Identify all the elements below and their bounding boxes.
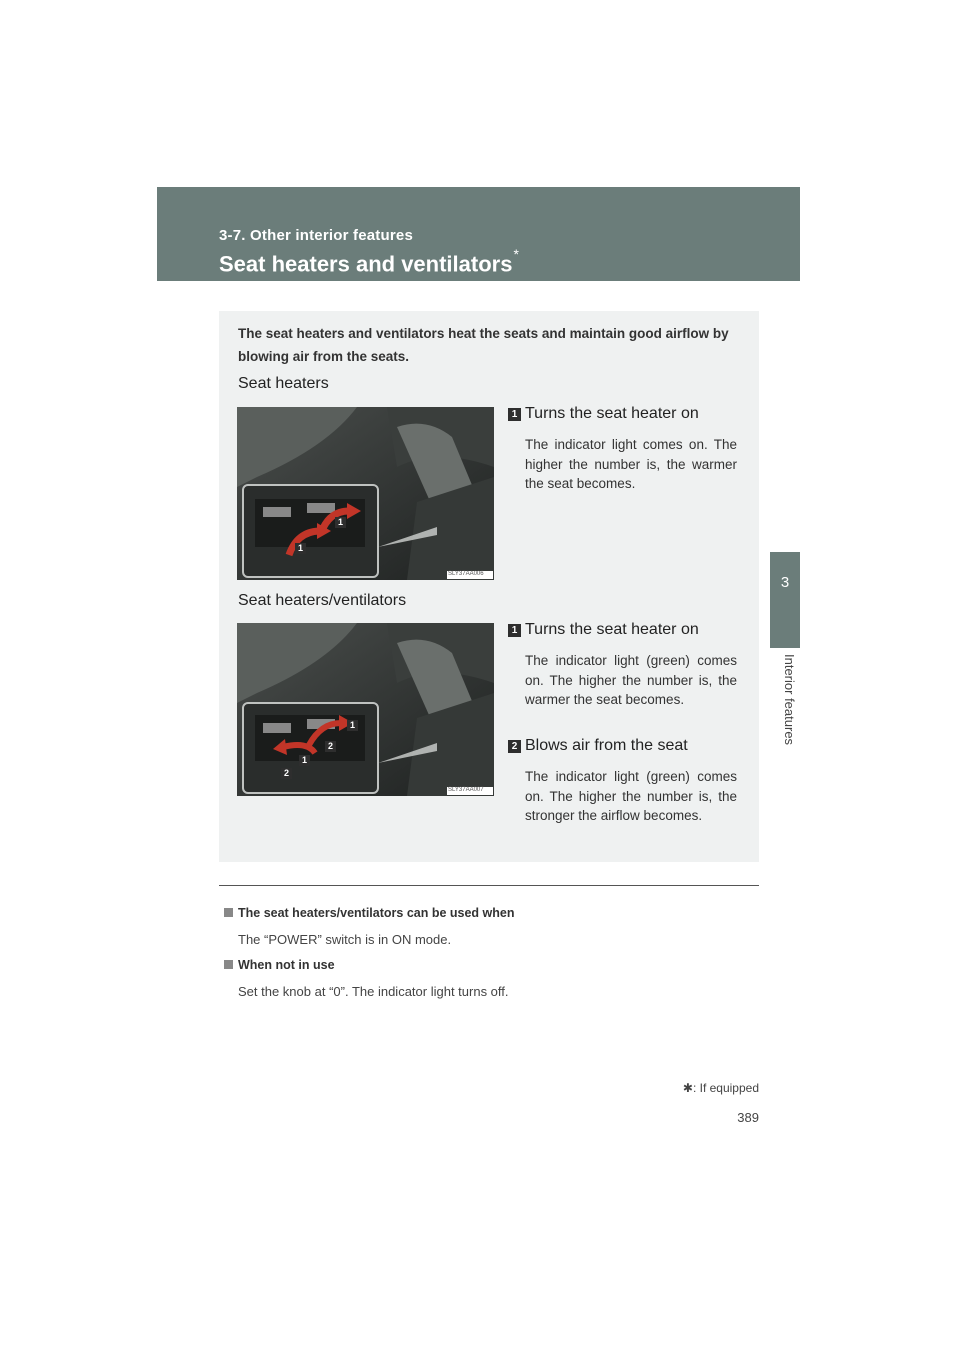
chapter-tab-label (766, 650, 806, 750)
bullet-square-icon (224, 908, 233, 917)
seat-heaters-ventilators-heading: Seat heaters/ventilators (238, 592, 407, 609)
step-1-title: Turns the seat heater on (525, 405, 699, 422)
note-body-not-in-use: Set the knob at “0”. The indicator light turns off. (238, 984, 509, 999)
step-1-description: The indicator light (green) comes on. The higher the number is, the warmer the seat becomes. (525, 653, 737, 707)
image-code: SLY37AA006 (448, 571, 484, 577)
chapter-header (157, 187, 800, 281)
seat-heaters-heading: Seat heaters (238, 375, 329, 392)
content-panel (219, 311, 759, 862)
step-1-title: Turns the seat heater on (525, 621, 699, 638)
callout-1b: 1 (299, 755, 310, 766)
section-label: 3-7. Other interior features (219, 227, 413, 244)
step-1-marker: 1 (508, 624, 521, 637)
callout-1a: 1 (295, 543, 306, 554)
callout-1b: 1 (335, 517, 346, 528)
callout-2a: 2 (325, 741, 336, 752)
callout-1a: 1 (347, 720, 358, 731)
step-2-marker: 2 (508, 740, 521, 753)
page-title (219, 246, 519, 277)
chapter-tab-label-text: Interior features (782, 654, 797, 746)
note-heading-usage-text: The seat heaters/ventilators can be used when (238, 906, 515, 920)
note-heading-not-in-use-text: When not in use (238, 958, 335, 972)
footnote: ✱: If equipped (682, 1081, 759, 1095)
intro-text: The seat heaters and ventilators heat the seats and maintain good airflow by blowing air from the seats. (238, 326, 729, 364)
seat-heater-switch-photo (237, 407, 494, 580)
step-2-title: Blows air from the seat (525, 737, 688, 754)
seat-heater-ventilator-switch-photo (237, 623, 494, 796)
if-equipped-mark: * (513, 246, 519, 262)
note-body-usage: The “POWER” switch is in ON mode. (238, 932, 452, 947)
chapter-number: 3 (780, 574, 790, 591)
chapter-tab (770, 552, 800, 648)
page-number: 389 (737, 1110, 759, 1125)
image-code: SLY37AA007 (448, 787, 484, 793)
step-1-description: The indicator light comes on. The higher the number is, the warmer the seat becomes. (525, 437, 737, 491)
step-1-marker: 1 (508, 408, 521, 421)
page-title-text: Seat heaters and ventilators (219, 251, 513, 277)
bullet-square-icon (224, 960, 233, 969)
section-divider (219, 885, 759, 886)
note-heading-not-in-use (224, 958, 335, 972)
step-2-description: The indicator light (green) comes on. The higher the number is, the stronger the airflow becomes. (525, 769, 737, 823)
callout-2b: 2 (281, 768, 292, 779)
note-heading-usage (224, 906, 514, 920)
